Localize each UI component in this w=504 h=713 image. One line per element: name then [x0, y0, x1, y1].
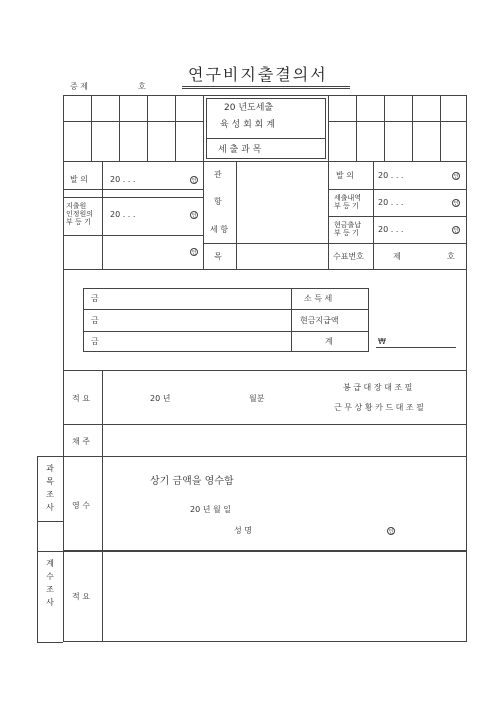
grid-line — [328, 243, 467, 244]
right-row2-label: 세출내역 부 등 기 — [334, 194, 362, 210]
receiver-seal-icon: 인 — [388, 529, 394, 535]
account-year: 20 년도세출 — [224, 103, 274, 113]
voucher-label: 증 제 — [70, 82, 88, 91]
sehang-label: 세 항 — [210, 225, 228, 234]
grid-line — [328, 121, 467, 122]
grid-line — [328, 161, 329, 269]
account-subject: 세 출 과 목 — [218, 145, 262, 155]
grid-line — [384, 95, 385, 161]
grid-line — [37, 551, 63, 552]
amount-row-2: 금 — [91, 316, 99, 325]
grid-line — [63, 235, 203, 236]
grid-line — [102, 161, 103, 269]
staff-label: 지출원 인정원의 부 등 기 — [66, 202, 94, 226]
grid-line — [291, 288, 292, 352]
grid-line — [37, 456, 467, 457]
issue-date: 20 . . . — [110, 175, 136, 184]
grid-line — [102, 370, 103, 551]
subject-audit-label: 과목조사 — [46, 464, 54, 512]
summary-label: 적 요 — [72, 394, 90, 403]
grid-line — [63, 269, 467, 270]
check-no-suffix: 호 — [447, 252, 455, 261]
issue-label: 발 의 — [70, 175, 88, 184]
grid-line — [91, 95, 92, 161]
title-underline-2 — [182, 88, 350, 89]
receipt-statement: 상기 금액을 영수함 — [150, 476, 234, 487]
grid-line — [328, 189, 467, 190]
grid-line — [412, 95, 413, 161]
grid-line — [102, 551, 103, 642]
receipt-date: 20 년 월 일 — [190, 505, 231, 514]
right-row2-seal-icon: 인 — [453, 201, 459, 207]
side-strip-left — [37, 456, 38, 642]
right-issue-label: 발 의 — [336, 171, 354, 180]
salary-check: 봉 급 대 장 대 조 필 — [343, 383, 413, 392]
audit-summary-label: 적 요 — [72, 592, 90, 601]
grid-line — [63, 370, 467, 371]
won-sign: ₩ — [378, 337, 386, 346]
grid-line — [63, 189, 203, 190]
total-label: 계 — [325, 337, 333, 346]
grid-line — [206, 138, 326, 139]
grid-line — [63, 121, 203, 122]
title-underline — [182, 86, 350, 87]
bottom-seal-icon: 인 — [191, 250, 197, 256]
kwan-label: 관 — [214, 170, 222, 179]
mok-label: 목 — [214, 252, 222, 261]
right-row2-date: 20 . . . — [378, 198, 404, 207]
right-issue-seal-icon: 인 — [453, 174, 459, 180]
summary-year: 20 년 — [150, 394, 171, 403]
grid-line — [203, 243, 328, 244]
grid-line — [37, 642, 63, 643]
staff-seal-icon: 인 — [191, 213, 197, 219]
amount-row-3: 금 — [91, 337, 99, 346]
grid-line — [83, 331, 369, 332]
audit-frame — [63, 551, 467, 642]
grid-line — [203, 161, 204, 269]
receipt-label: 영 수 — [72, 501, 90, 510]
grid-line — [175, 95, 176, 161]
grid-line — [236, 161, 237, 269]
grid-line — [63, 424, 467, 425]
grid-line — [147, 95, 148, 161]
staff-date: 20 . . . — [110, 210, 136, 219]
amount-row-1: 금 — [91, 294, 99, 303]
account-org: 육 성 회 회 계 — [220, 120, 275, 130]
grid-line — [37, 521, 63, 522]
receiver-name-label: 성 명 — [234, 526, 252, 535]
check-no-label: 수표번호 — [333, 252, 364, 261]
voucher-suffix: 호 — [138, 82, 146, 91]
page-title: 연구비지출결의서 — [188, 65, 328, 84]
right-row3-date: 20 . . . — [378, 225, 404, 234]
right-row3-label: 현금출납 부 등 기 — [334, 221, 362, 237]
grid-line — [373, 161, 374, 269]
grid-line — [328, 216, 467, 217]
count-audit-label: 계수조사 — [46, 559, 54, 607]
won-underline — [376, 347, 456, 348]
hang-label: 항 — [214, 197, 222, 206]
issue-seal-icon: 인 — [191, 178, 197, 184]
grid-line — [83, 309, 369, 310]
grid-line — [440, 95, 441, 161]
summary-month: 월분 — [249, 394, 265, 403]
right-issue-date: 20 . . . — [378, 171, 404, 180]
attendance-check: 근 무 상 황 카 드 대 조 필 — [334, 403, 424, 412]
cash-paid-label: 현금지급액 — [300, 316, 339, 325]
grid-line — [63, 197, 203, 198]
creditor-label: 채 주 — [72, 437, 90, 446]
right-row3-seal-icon: 인 — [453, 228, 459, 234]
check-no-value: 제 — [393, 252, 401, 261]
income-tax-label: 소 득 세 — [304, 294, 333, 303]
grid-line — [203, 95, 204, 161]
grid-line — [63, 161, 467, 162]
grid-line — [328, 95, 329, 161]
grid-line — [356, 95, 357, 161]
grid-line — [119, 95, 120, 161]
